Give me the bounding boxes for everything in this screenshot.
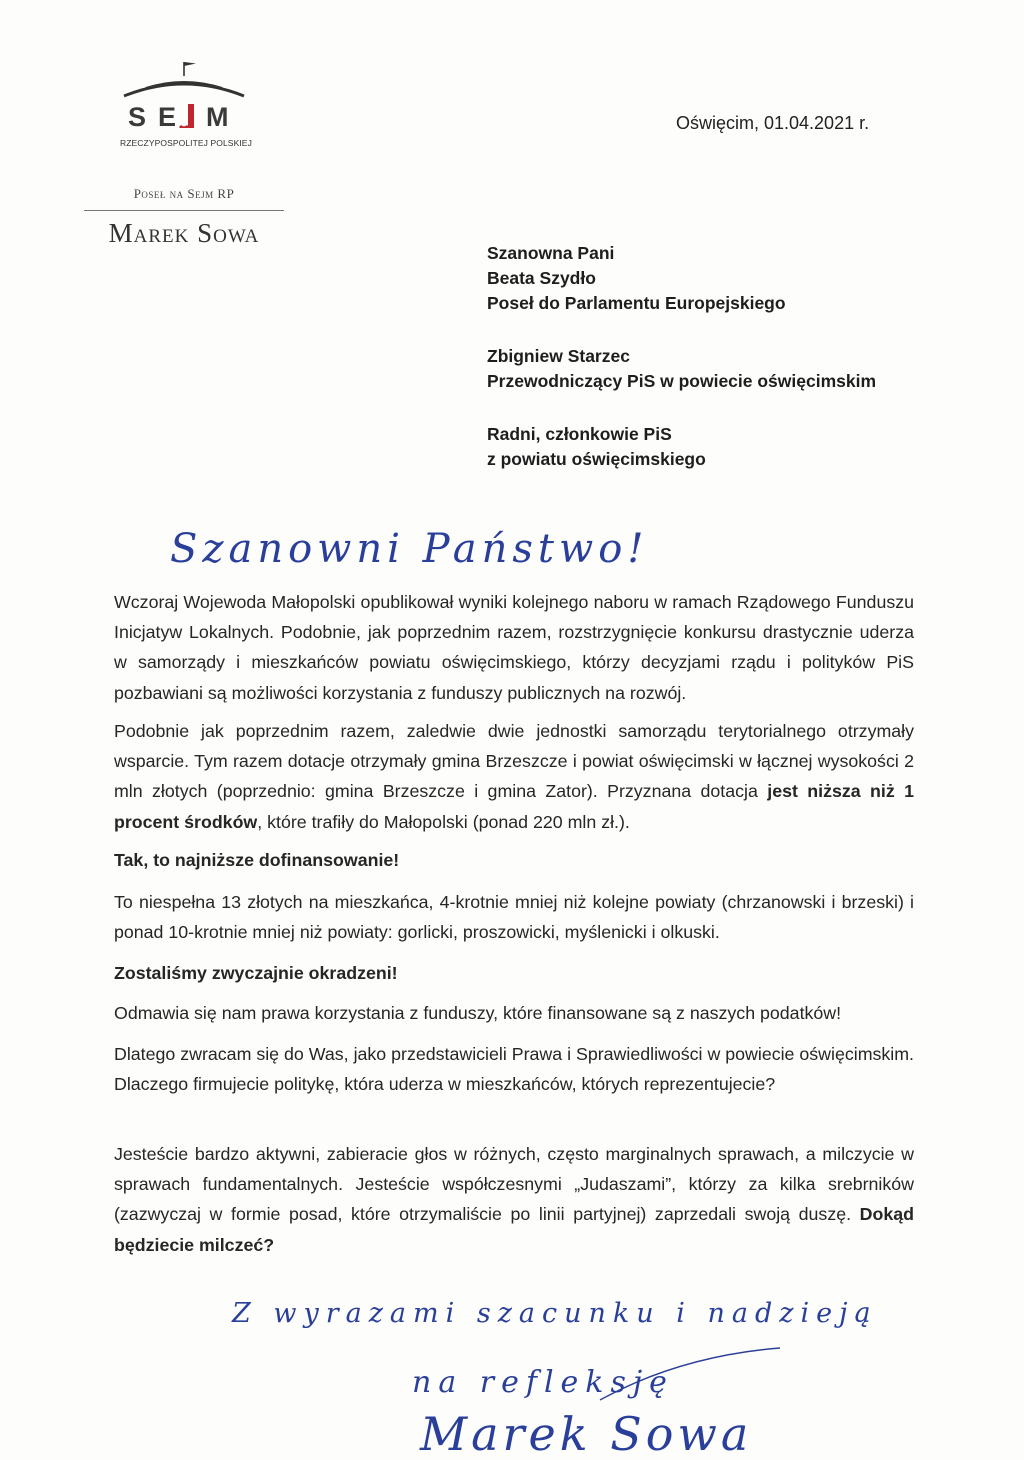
paragraph-1: Wczoraj Wojewoda Małopolski opublikował wyniki kolejnego naboru w ramach Rządowego Funduszu Inicjatyw Lokalnych. Podobnie, jak poprzednim razem, rozstrzygnięcie konkursu drastycznie uderza w samorządy i mieszkańców powiatu oświęcimskiego, którzy decyzjami rządu i polityków PiS pozbawiani są możliwości korzystania z funduszy publicznych na rozwój. <box>114 592 914 703</box>
recipient-line: Przewodniczący PiS w powiecie oświęcimskim <box>487 371 877 391</box>
recipient-line: Radni, członkowie PiS <box>487 424 672 444</box>
paragraph-5: Zostaliśmy zwyczajnie okradzeni! <box>114 963 398 983</box>
logo-subtitle: RZECZYPOSPOLITEJ POLSKIEJ <box>120 138 252 148</box>
logo-letter-m: M <box>206 102 229 128</box>
recipient-line: z powiatu oświęcimskiego <box>487 449 706 469</box>
recipient-line: Beata Szydło <box>487 268 596 288</box>
paragraph-8 <box>114 1139 914 1260</box>
handwritten-closing-line1: Z wyrazami szacunku i nadzieją <box>232 1298 878 1329</box>
logo-letter-s: S <box>128 102 147 128</box>
paragraph-8-emphasis: Dokąd będziecie milczeć? <box>114 1204 914 1255</box>
paragraph-6: Odmawia się nam prawa korzystania z funduszy, które finansowane są z naszych podatków! <box>114 1003 842 1023</box>
paragraph-7: Dlatego zwracam się do Was, jako przedstawicieli Prawa i Sprawiedliwości w powiecie oświęcimskim. Dlaczego firmujecie politykę, która uderza w mieszkańców, których reprezentujecie? <box>114 1044 914 1095</box>
paragraph-2-text: Podobnie jak poprzednim razem, zaledwie dwie jednostki samorządu terytorialnego otrzymały wsparcie. Tym razem dotacje otrzymały gmina Brzeszcze i powiat oświęcimski w łącznej wysokości 2 mln złotych (poprzednio: gmina Brzeszcze i gmina Zator). Przyznana dotacja <box>114 721 914 802</box>
paragraph-3: Tak, to najniższe dofinansowanie! <box>114 850 400 870</box>
paragraph-2 <box>114 716 914 837</box>
letterhead-title: Poseł na Sejm RP <box>133 186 235 201</box>
letter-date: Oświęcim, 01.04.2021 r. <box>676 113 870 133</box>
paragraph-2-text-end: , które trafiły do Małopolski (ponad 220 mln zł.). <box>257 811 630 832</box>
recipient-line: Zbigniew Starzec <box>487 346 630 366</box>
letterhead-name: Marek Sowa <box>108 218 260 248</box>
paragraph-8-text: Jesteście bardzo aktywni, zabieracie głos w różnych, często marginalnych sprawach, a milczycie w sprawach fundamentalnych. Jesteście współczesnymi „Judaszami”, którzy za kilka srebrników (zazwyczaj w formie posad, które otrzymaliście po linii partyjnej) zaprzedali swoją duszę. <box>114 1144 914 1225</box>
handwritten-salutation: Szanowni Państwo! <box>170 526 649 572</box>
handwritten-signature: Marek Sowa <box>420 1407 753 1460</box>
recipient-line: Poseł do Parlamentu Europejskiego <box>487 293 786 313</box>
logo-letter-e: E <box>158 102 177 128</box>
handwritten-closing-line2: na refleksję <box>412 1365 674 1400</box>
paragraph-4: To niespełna 13 złotych na mieszkańca, 4-krotnie mniej niż kolejne powiaty (chrzanowski i brzeski) i ponad 10-krotnie mniej niż powiaty: gorlicki, proszowicki, myślenicki i olkuski. <box>114 892 914 943</box>
recipient-line: Szanowna Pani <box>487 243 615 263</box>
paragraph-2-emphasis: jest niższa niż 1 procent środków <box>114 781 914 832</box>
